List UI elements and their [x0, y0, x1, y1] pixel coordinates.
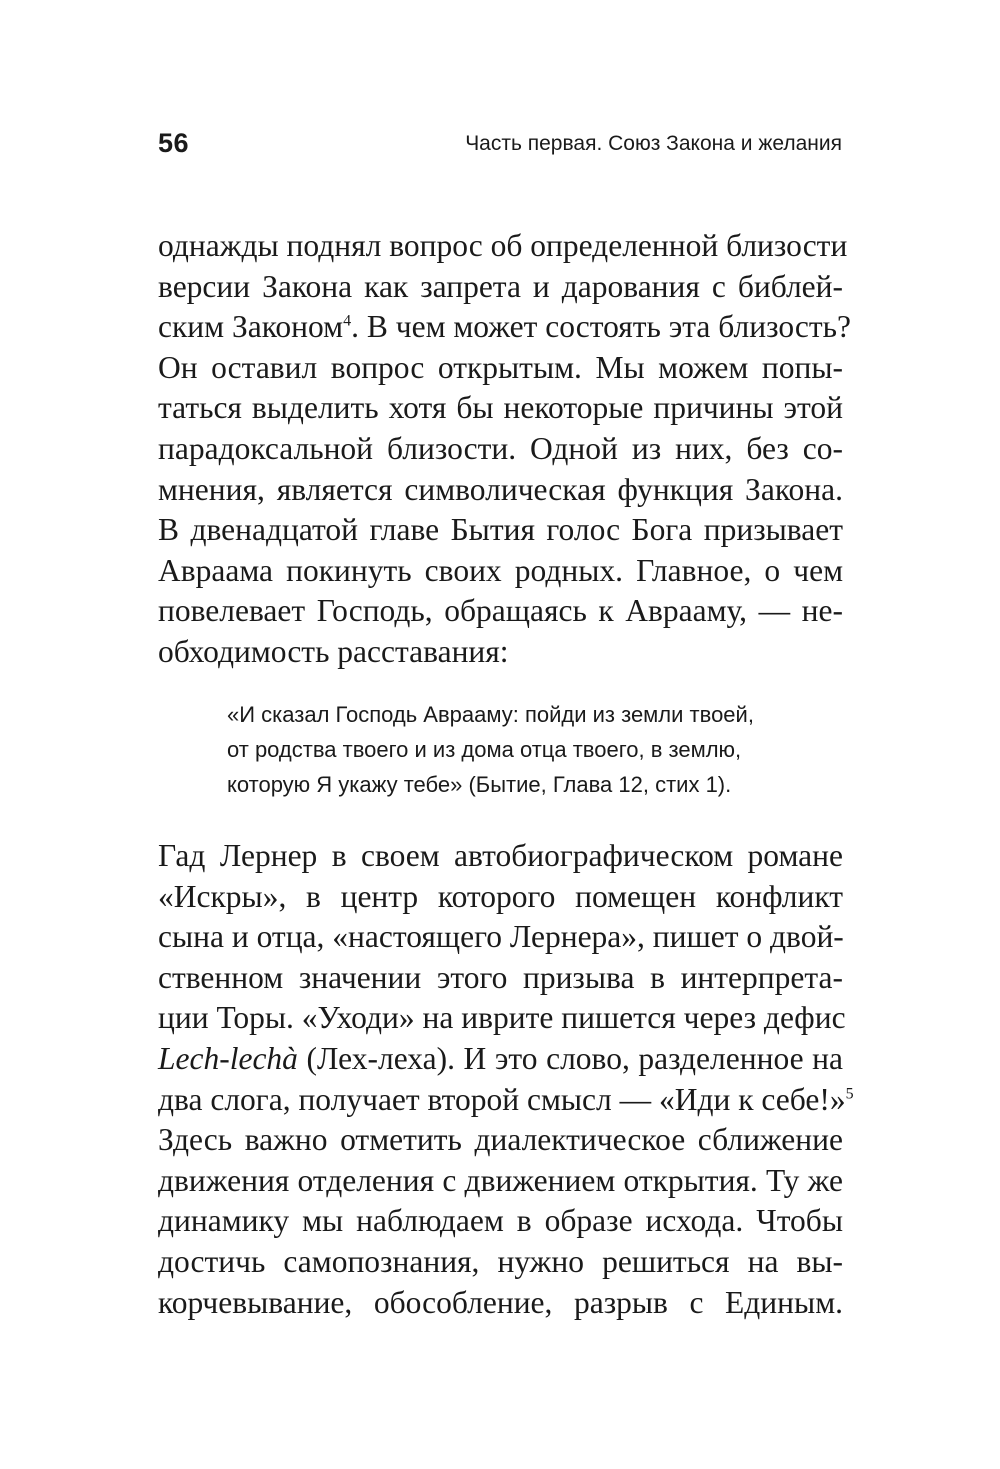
text-line: В двенадцатой главе Бытия голос Бога призывает [158, 512, 843, 548]
text-line: версии Закона как запрета и дарования с библей- [158, 268, 843, 304]
text-line: динамику мы наблюдаем в образе исхода. Чтобы [158, 1203, 843, 1239]
text-line: Здесь важно отметить диалектическое сближение [158, 1122, 843, 1158]
italic-term: Lech-lechà [158, 1040, 298, 1076]
footnote-ref-4[interactable]: 4 [343, 312, 352, 330]
text-line: Он оставил вопрос открытым. Мы можем попы- [158, 349, 843, 385]
text-line: мнения, является символическая функция Закона. [158, 471, 843, 507]
text-line: однажды поднял вопрос об определенной близости [158, 228, 848, 263]
text-line: сына и отца, «настоящего Лернера», пишет о двой- [158, 919, 844, 955]
quote-line: которую Я укажу тебе» (Бытие, Глава 12, стих 1). [227, 772, 732, 797]
paragraph-1 [158, 226, 851, 673]
text-line [158, 307, 851, 348]
text-line: таться выделить хотя бы некоторые причины этой [158, 390, 843, 426]
quote-line: «И сказал Господь Аврааму: пойди из земли твоей, [227, 702, 754, 727]
block-quote [227, 697, 847, 802]
text-line: повелевает Господь, обращаясь к Аврааму, — не- [158, 593, 843, 629]
text-line: движения отделения с движением открытия. Ту же [158, 1162, 843, 1198]
paragraph-2 [158, 836, 854, 1323]
text-line: Гад Лернер в своем автобиографическом романе [158, 838, 843, 873]
text-line: парадоксальной близости. Одной из них, без со- [158, 430, 843, 466]
text-line: Авраама покинуть своих родных. Главное, о чем [158, 552, 843, 588]
text-line [158, 1080, 854, 1121]
quote-line: от родства твоего и из дома отца твоего, в землю, [227, 737, 742, 762]
footnote-ref-5[interactable]: 5 [845, 1085, 854, 1103]
text-line: корчевывание, обособление, разрыв с Единым. [158, 1284, 843, 1320]
text-line: «Искры», в центр которого помещен конфликт [158, 878, 843, 914]
text-fragment: . В чем может состоять эта близость? [351, 309, 851, 345]
text-line: ственном значении этого призыва в интерпрета- [158, 959, 843, 995]
text-line: обходимость расставания: [158, 633, 509, 669]
text-fragment: два слога, получает второй смысл — «Иди к себе!» [158, 1081, 846, 1117]
page-number: 56 [158, 128, 190, 158]
page-header [158, 128, 842, 168]
text-fragment: ским Законом [158, 309, 344, 345]
text-line: ции Торы. «Уходи» на иврите пишется через дефис [158, 1000, 846, 1036]
text-fragment: (Лех-леха). И это слово, разделенное на [297, 1040, 843, 1076]
text-line: достичь самопознания, нужно решиться на вы- [158, 1243, 843, 1279]
text-line [158, 1039, 843, 1080]
running-title: Часть первая. Союз Закона и желания [465, 132, 842, 155]
